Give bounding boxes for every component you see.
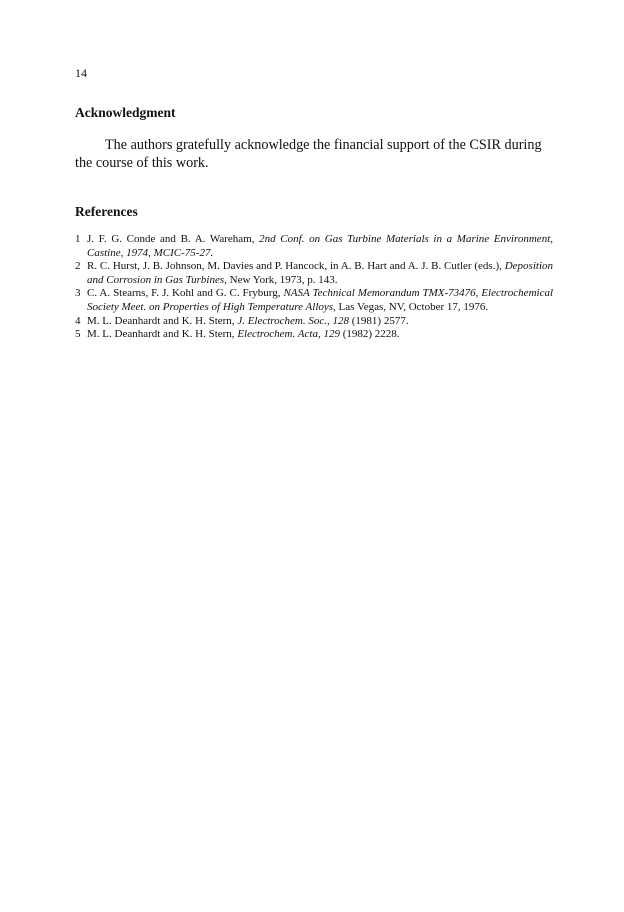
reference-details: (1982) 2228. bbox=[339, 328, 400, 341]
reference-number: 3 bbox=[75, 287, 81, 300]
reference-list bbox=[75, 233, 553, 342]
acknowledgment-body: The authors gratefully acknowledge the financial support of the CSIR during the course of this work. bbox=[75, 137, 542, 171]
reference-item-2 bbox=[75, 260, 553, 287]
acknowledgment-heading: Acknowledgment bbox=[75, 105, 176, 120]
reference-details: Las Vegas, NV, October 17, 1976. bbox=[335, 300, 489, 313]
reference-source: 2nd Conf. on Gas Turbine Materials in a Marine Environment, Castine, 1974, MCIC-75-27. bbox=[87, 233, 553, 259]
reference-source: J. Electrochem. Soc., 128 bbox=[237, 314, 350, 327]
page-number: 14 bbox=[75, 66, 87, 80]
reference-source: Electrochem. Acta, 129 bbox=[237, 328, 340, 341]
reference-item-3 bbox=[75, 287, 553, 314]
reference-authors: M. L. Deanhardt and K. H. Stern, bbox=[87, 328, 238, 341]
reference-authors: J. F. G. Conde and B. A. Wareham, bbox=[87, 233, 260, 245]
references-heading: References bbox=[75, 204, 138, 219]
reference-number: 1 bbox=[75, 233, 81, 245]
reference-authors: M. L. Deanhardt and K. H. Stern, bbox=[87, 314, 238, 327]
reference-item-4 bbox=[75, 315, 553, 329]
reference-item-1 bbox=[75, 233, 553, 260]
reference-number: 5 bbox=[75, 328, 81, 341]
reference-source: Deposition and Corrosion in Gas Turbines, bbox=[87, 260, 553, 286]
reference-source: NASA Technical Memorandum TMX-73476, Electrochemical Society Meet. on Properties of High Temperature Alloys, bbox=[87, 287, 554, 313]
reference-details: (1981) 2577. bbox=[349, 314, 409, 327]
reference-details: New York, 1973, p. 143. bbox=[226, 273, 338, 286]
reference-authors: R. C. Hurst, J. B. Johnson, M. Davies and P. Hancock, in A. B. Hart and A. J. B. Cutler (eds.), bbox=[87, 260, 505, 273]
reference-item-5 bbox=[75, 328, 553, 342]
reference-number: 2 bbox=[75, 260, 81, 273]
reference-number: 4 bbox=[75, 314, 81, 327]
reference-authors: C. A. Stearns, F. J. Kohl and G. C. Fryburg, bbox=[87, 287, 284, 300]
